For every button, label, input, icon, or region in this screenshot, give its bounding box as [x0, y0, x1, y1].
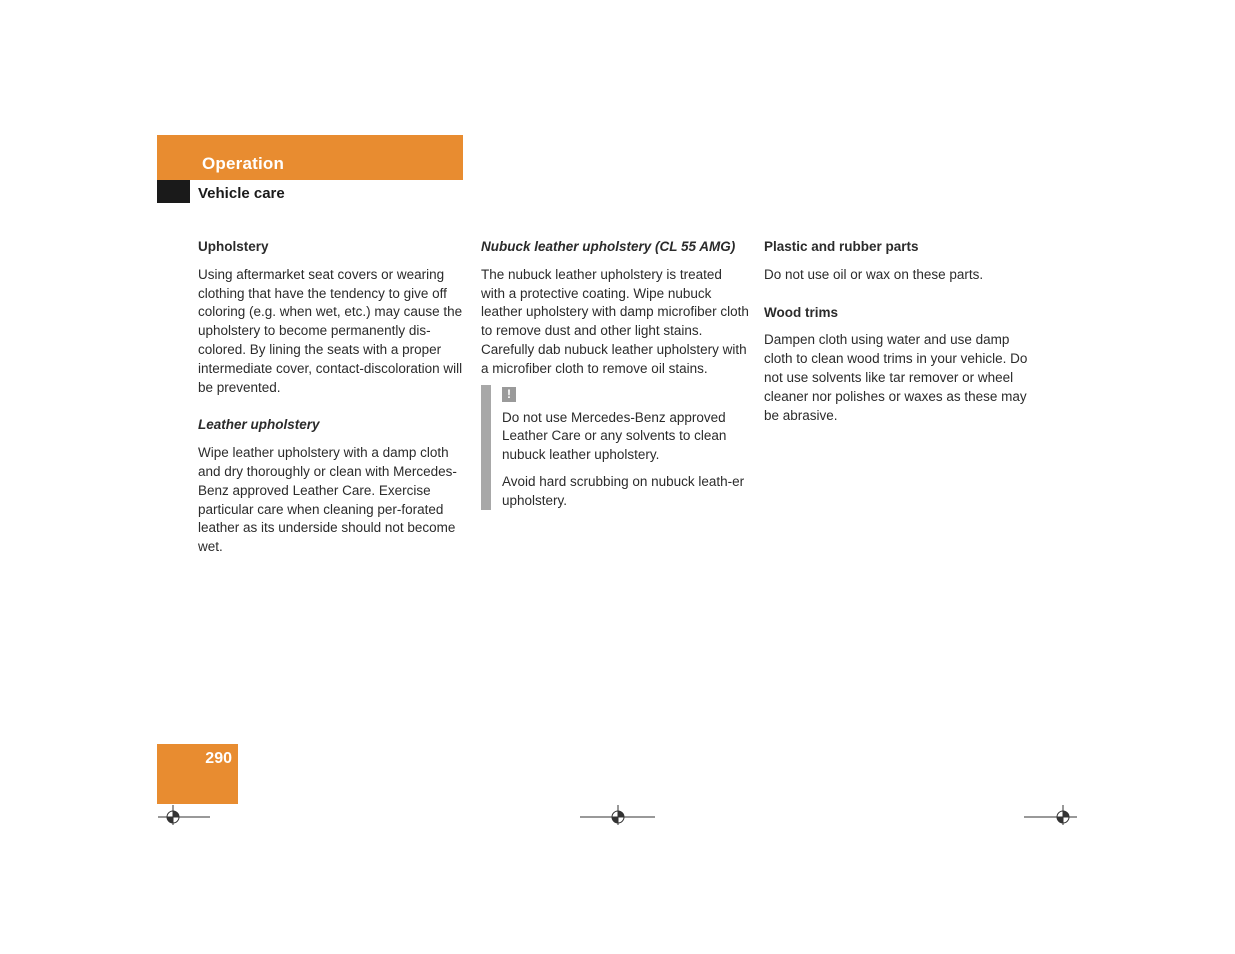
- subsection-title: Vehicle care: [198, 185, 285, 202]
- section-header: [157, 135, 463, 180]
- plastic-text: Do not use oil or wax on these parts.: [764, 266, 984, 282]
- crop-mark-icon: [580, 803, 656, 825]
- leather-text: Wipe leather upholstery with a damp cloth and dry thoroughly or clean with Mercedes-Benz approved Leather Care. Exercise particular care when cleaning per-forated leather as its underside should not become wet.: [198, 445, 457, 555]
- notice-bar: [481, 385, 491, 510]
- subsection-marker: [157, 180, 190, 203]
- column-1: [198, 238, 466, 557]
- upholstery-heading: Upholstery: [198, 239, 269, 254]
- section-title: Operation: [202, 154, 285, 173]
- page-number: 290: [205, 750, 232, 767]
- notice-text-1: Do not use Mercedes-Benz approved Leather Care or any solvents to clean nubuck leather upholstery.: [502, 409, 727, 463]
- crop-mark-icon: [158, 803, 212, 825]
- page-number-box: [157, 744, 238, 804]
- plastic-heading: Plastic and rubber parts: [764, 239, 919, 254]
- warning-icon: !: [502, 387, 516, 402]
- column-3: [764, 238, 1032, 425]
- nubuck-heading: Nubuck leather upholstery (CL 55 AMG): [481, 239, 736, 254]
- upholstery-text: Using aftermarket seat covers or wearing clothing that have the tendency to give off coloring (e.g. when wet, etc.) may cause the upholstery to become permanently dis-colored. By lining the seats with a proper intermediate cover, contact-discoloration will be prevented.: [198, 266, 463, 395]
- nubuck-text: The nubuck leather upholstery is treated with a protective coating. Wipe nubuck leather upholstery with damp microfiber cloth to remove dust and other light stains. Carefully dab nubuck leather upholstery with a microfiber cloth to remove oil stains.: [481, 266, 749, 376]
- notice-box: [481, 385, 749, 511]
- leather-heading: Leather upholstery: [198, 417, 320, 433]
- wood-heading: Wood trims: [764, 304, 838, 320]
- wood-text: Dampen cloth using water and use damp cloth to clean wood trims in your vehicle. Do not use solvents like tar remover or wheel cleaner nor polishes or waxes as these may be abrasive.: [764, 332, 1028, 423]
- column-2: [481, 238, 749, 511]
- notice-text-2: Avoid hard scrubbing on nubuck leath-er upholstery.: [502, 473, 745, 508]
- crop-mark-icon: [1024, 803, 1078, 825]
